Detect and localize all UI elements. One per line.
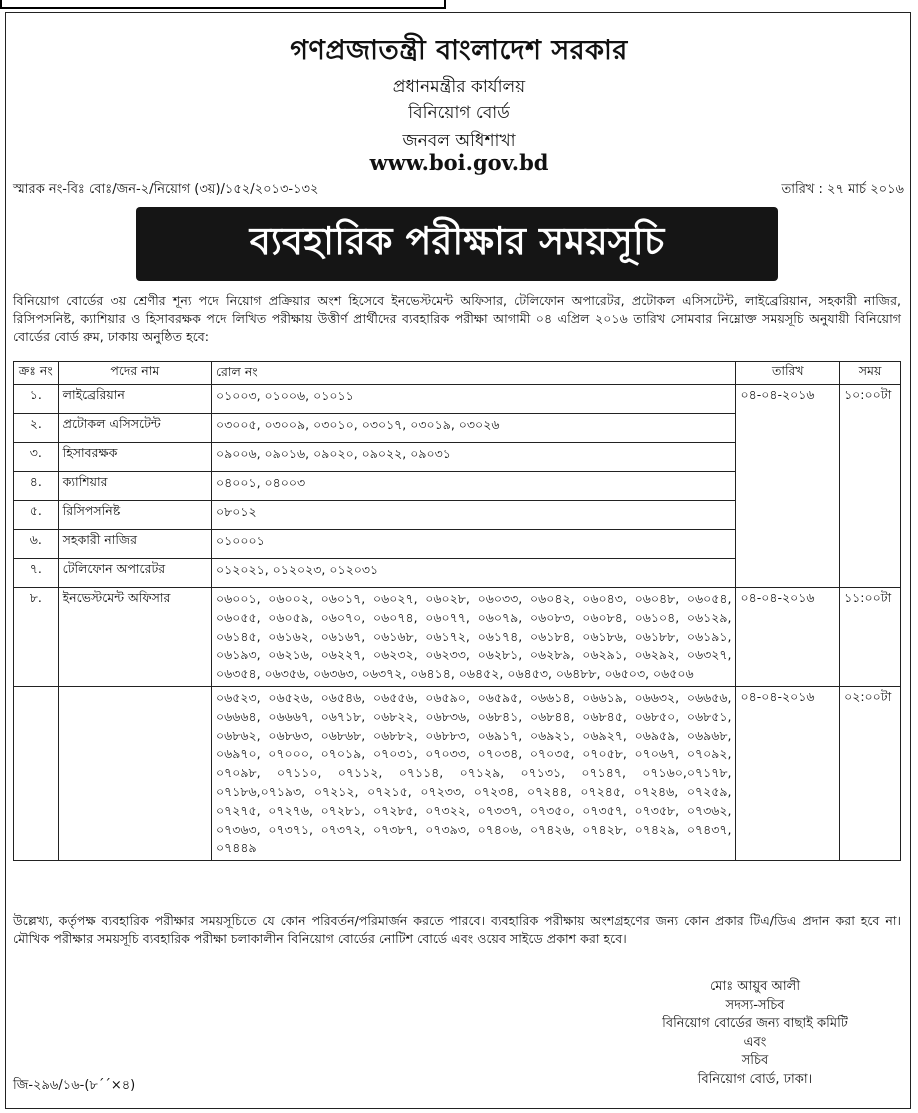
row-serial: ৮. (14, 588, 59, 687)
slot-date: ০৪-০৪-২০১৬ (736, 385, 840, 588)
page-title: ব্যবহারিক পরীক্ষার সময়সূচি (249, 219, 665, 263)
row-post: প্রটোকল এসিসটেন্ট (58, 414, 211, 443)
row-serial: ৫. (14, 501, 59, 530)
table-row (14, 588, 901, 687)
row-rolls: ০১০০৩, ০১০০৬, ০১০১১ (211, 385, 736, 414)
row-rolls: ০৯০০৬, ০৯০১৬, ০৯০২০, ০৯০২২, ০৯০৩১ (211, 443, 736, 472)
row-post: লাইব্রেরিয়ান (58, 385, 211, 414)
col-header-sl: ক্রঃ নং (14, 362, 59, 385)
row-serial: ১. (14, 385, 59, 414)
row-rolls: ০১০০০১ (211, 530, 736, 559)
signatory-title: সচিব (741, 1053, 769, 1068)
row-serial: ৭. (14, 559, 59, 588)
col-header-time: সময় (840, 362, 901, 385)
row-rolls: ০৬৫২৩, ০৬৫২৬, ০৬৫৪৬, ০৬৫৫৬, ০৬৫৯০, ০৬৫৯৫, ০৬৬১৪, ০৬৬১৯, ০৬৬৩২, ০৬৬৫৬, ০৬৬৬৪, ০৬৬৬৭, ০৬৭১৮, ০৬৮২২, ০৬৮৩৬, ০৬৮৪১, ০৬৮৪৪, ০৬৮৪৫, ০৬৮৫০, ০৬৮৫১, ০৬৮৬২, ০৬৮৬৩, ০৬৮৬৮, ০৬৮৮২, ০৬৮৮৩, ০৬৯১৭, ০৬৯২১, ০৬৯২৭, ০৬৯৫৯, ০৬৯৬৮, ০৬৯৭০, ০৭০০০, ০৭০১৯, ০৭০৩১, ০৭০৩৩, ০৭০৩৪, ০৭০৩৫, ০৭০৫৮, ০৭০৬৭, ০৭০৯২, ০৭০৯৮, ০৭১১০, ০৭১১২, ০৭১১৪, ০৭১২৯, ০৭১৩১, ০৭১৪৭, ০৭১৬০,০৭১৭৮, ০৭১৮৬,০৭১৯৩, ০৭২১২, ০৭২১৫, ০৭২৩৩, ০৭২৩৪, ০৭২৪৪, ০৭২৪৫, ০৭২৪৬, ০৭২৫৯, ০৭২৭৫, ০৭২৭৬, ০৭২৮১, ০৭২৮৫, ০৭৩২২, ০৭৩৩৭, ০৭৩৫০, ০৭৩৫৭, ০৭৩৫৮, ০৭৩৬২, ০৭৩৬৩, ০৭৩৭১, ০৭৩৭২, ০৭৩৮৭, ০৭৩৯৩, ০৭৪০৬, ০৭৪২৬, ০৭৪২৮, ০৭৪২৯, ০৭৪৩৭, ০৭৪৪৯ (211, 686, 736, 860)
intro-paragraph: বিনিয়োগ বোর্ডের ৩য় শ্রেণীর শূন্য পদে নিয়োগ প্রক্রিয়ার অংশ হিসেবে ইনভেস্টমেন্ট অফিসার, টেলিফোন অপারেটর, প্রটোকল এসিসটেন্ট, লাইব্রেরিয়ান, সহকারী নাজির, রিসিপসনিষ্ট, ক্যাশিয়ার ও হিসাবরক্ষক পদে লিখিত পরীক্ষায় উত্তীর্ণ প্রার্থীদের ব্যবহারিক পরীক্ষা আগামী ০৪ এপ্রিল ২০১৬ তারিখ সোমবার নিম্নোক্ত সময়সূচি অনুযায়ী বিনিয়োগ বোর্ডের বোর্ড রুম, ঢাকায় অনুষ্ঠিত হবে: (13, 293, 901, 344)
slot-time: ১০:০০টা (840, 385, 901, 588)
slot-date: ০৪-০৪-২০১৬ (736, 588, 840, 687)
row-serial: ৩. (14, 443, 59, 472)
row-serial (14, 686, 59, 860)
signatory-committee: বিনিয়োগ বোর্ডের জন্য বাছাই কমিটি (662, 1016, 848, 1031)
row-rolls: ০৪০০১, ০৪০০৩ (211, 472, 736, 501)
govt-heading: গণপ্রজাতন্ত্রী বাংলাদেশ সরকার (290, 35, 628, 66)
signatory-name: মোঃ আয়ুব আলী (709, 979, 801, 994)
row-post: রিসিপসনিষ্ট (58, 501, 211, 530)
signature-block (600, 978, 910, 1089)
slot-time: ১১:০০টা (840, 588, 901, 687)
table-row (14, 385, 901, 414)
row-rolls: ০৩০০৫, ০৩০০৯, ০৩০১০, ০৩০১৭, ০৩০১৯, ০৩০২৬ (211, 414, 736, 443)
top-border-box (0, 0, 446, 9)
signatory-org: বিনিয়োগ বোর্ড, ঢাকা। (697, 1071, 813, 1087)
row-serial: ২. (14, 414, 59, 443)
table-row (14, 686, 901, 860)
signatory-and: এবং (743, 1034, 767, 1050)
row-rolls: ০৬০০১, ০৬০০২, ০৬০১৭, ০৬০২৭, ০৬০২৮, ০৬০৩৩, ০৬০৪২, ০৬০৪৩, ০৬০৪৮, ০৬০৫৪, ০৬০৫৫, ০৬০৫৯, ০৬০৭০, ০৬০৭৪, ০৬০৭৭, ০৬০৭৯, ০৬০৮৩, ০৬০৮৪, ০৬১০৪, ০৬১২৯, ০৬১৪৫, ০৬১৬২, ০৬১৬৭, ০৬১৬৮, ০৬১৭২, ০৬১৭৪, ০৬১৮৪, ০৬১৮৬, ০৬১৮৮, ০৬১৯১, ০৬১৯৩, ০৬২১৬, ০৬২২৭, ০৬২৩২, ০৬২৩৩, ০৬২৮১, ০৬২৮৯, ০৬২৯১, ০৬২৯২, ০৬৩২৭, ০৬৩৫৪, ০৬৩৫৬, ০৬৩৬৩, ০৬৩৭২, ০৬৪১৪, ০৬৪৫২, ০৬৪৫৩, ০৬৪৮৮, ০৬৫০৩, ০৬৫০৬ (211, 588, 736, 687)
row-post: সহকারী নাজির (58, 530, 211, 559)
issue-date: তারিখ : ২৭ মার্চ ২০১৬ (781, 182, 904, 197)
website-link[interactable]: www.boi.gov.bd (369, 150, 549, 175)
row-rolls: ০৮০১২ (211, 501, 736, 530)
board-heading: বিনিয়োগ বোর্ড (408, 103, 510, 123)
page-title-banner (136, 207, 778, 281)
office-heading: প্রধানমন্ত্রীর কার্যালয় (392, 77, 526, 97)
row-post: টেলিফোন অপারেটর (58, 559, 211, 588)
col-header-date: তারিখ (736, 362, 840, 385)
slot-time: ০২:০০টা (840, 686, 901, 860)
col-header-roll: রোল নং (211, 362, 736, 385)
row-post (58, 686, 211, 860)
row-post: ক্যাশিয়ার (58, 472, 211, 501)
schedule-table (13, 361, 901, 861)
row-serial: ৪. (14, 472, 59, 501)
print-code: জি-২৯৬/১৬-(৮´´×৪) (13, 1078, 136, 1093)
table-header-row (14, 362, 901, 385)
slot-date: ০৪-০৪-২০১৬ (736, 686, 840, 860)
row-post: হিসাবরক্ষক (58, 443, 211, 472)
signatory-designation: সদস্য-সচিব (725, 997, 785, 1013)
memo-number: স্মারক নং-বিঃ বোঃ/জন-২/নিয়োগ (৩য়)/১৫২/২০১৩-১৩২ (13, 182, 319, 197)
row-serial: ৬. (14, 530, 59, 559)
row-rolls: ০১২০২১, ০১২০২৩, ০১২০৩১ (211, 559, 736, 588)
col-header-post: পদের নাম (58, 362, 211, 385)
footnote-paragraph: উল্লেখ্য, কর্তৃপক্ষ ব্যবহারিক পরীক্ষার সময়সূচিতে যে কোন পরিবর্তন/পরিমার্জন করতে পারবে। ব্যবহারিক পরীক্ষায় অংশগ্রহণের জন্য কোন প্রকার টিএ/ডিএ প্রদান করা হবে না। মৌখিক পরীক্ষার সময়সূচি ব্যবহারিক পরীক্ষা চলাকালীন বিনিয়োগ বোর্ডের নোটিশ বোর্ডে এবং ওয়েব সাইডে প্রকাশ করা হবে। (13, 913, 901, 946)
row-post: ইনভেস্টমেন্ট অফিসার (58, 588, 211, 687)
branch-heading: জনবল অধিশাখা (402, 131, 516, 151)
